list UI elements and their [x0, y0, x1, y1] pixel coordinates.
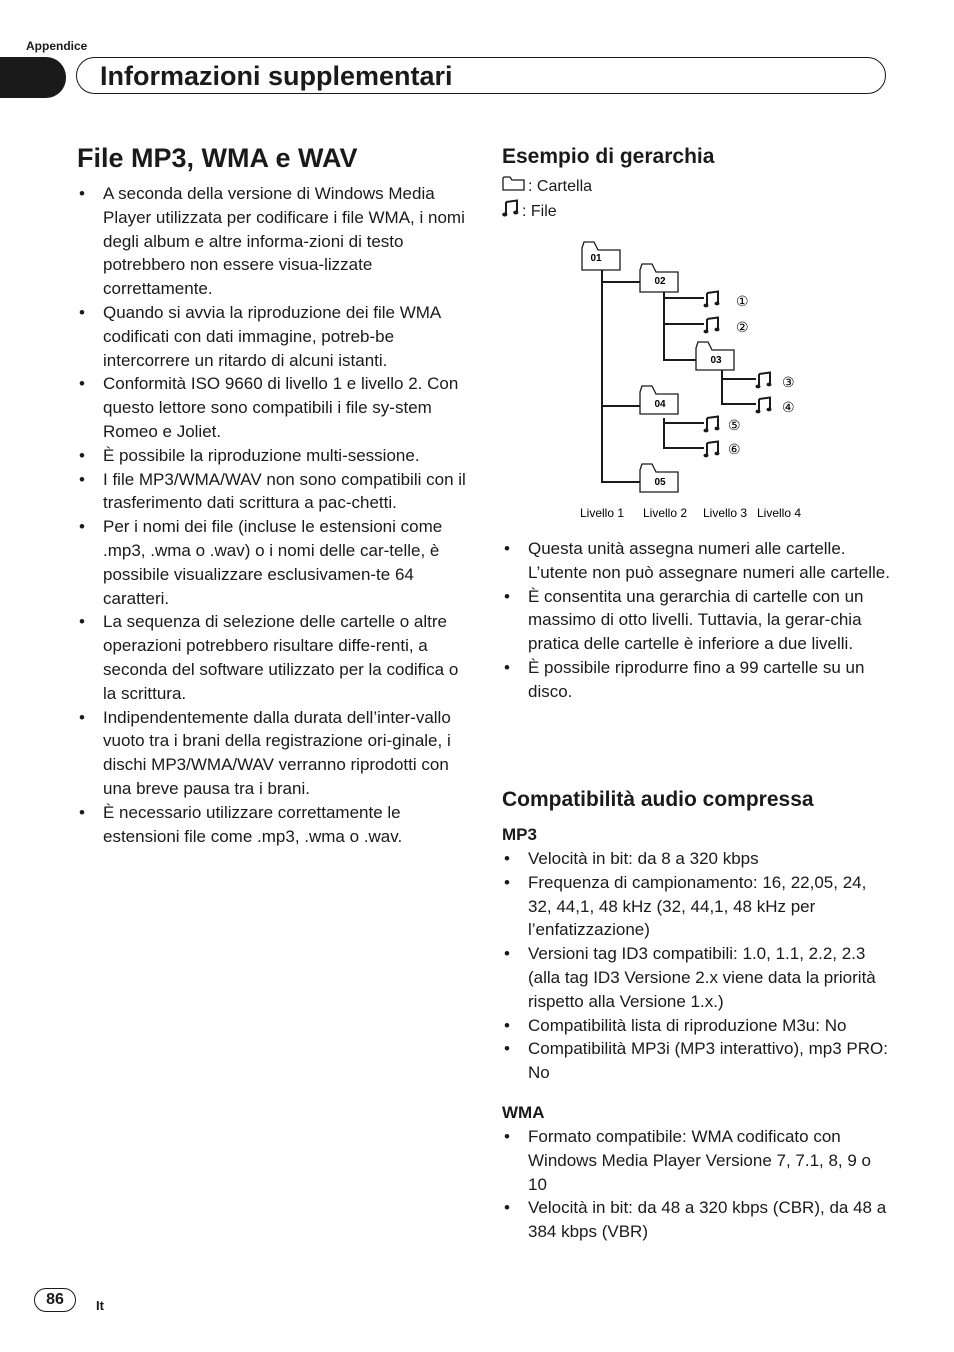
list-item: • È possibile la riproduzione multi-sessione. — [77, 444, 469, 468]
folder-label: 02 — [654, 276, 666, 287]
list-item: • Compatibilità lista di riproduzione M3u: No — [502, 1014, 890, 1038]
list-item: • È necessario utilizzare correttamente le estensioni file come .mp3, .wma o .wav. — [77, 801, 469, 849]
list-item: • Formato compatibile: WMA codificato con Windows Media Player Versione 7, 7.1, 8, 9 o 10 — [502, 1125, 890, 1196]
folder-icon — [502, 175, 528, 199]
music-note-icon — [704, 442, 720, 458]
page-number: 86 — [34, 1288, 76, 1312]
hierarchy-heading: Esempio di gerarchia — [502, 145, 715, 168]
hierarchy-notes-list — [502, 537, 890, 704]
folder-icon — [696, 342, 734, 370]
section-tab — [0, 57, 66, 98]
list-item: • Conformità ISO 9660 di livello 1 e livello 2. Con questo lettore sono compatibili i file sy-stem Romeo e Joliet. — [77, 372, 469, 443]
page-header-title: Informazioni supplementari — [100, 61, 453, 91]
level-label: Livello 2 — [643, 506, 688, 520]
level-label: Livello 1 — [580, 506, 625, 520]
list-item: • Frequenza di campionamento: 16, 22,05, 24, 32, 44,1, 48 kHz (32, 44,1, 48 kHz per l’enfatizzazione) — [502, 871, 890, 942]
file-number: ④ — [782, 399, 795, 415]
list-item: • I file MP3/WMA/WAV non sono compatibili con il trasferimento dati scrittura a pac-chetti. — [77, 468, 469, 516]
list-item: • La sequenza di selezione delle cartelle o altre operazioni potrebbero risultare diffe-renti, a seconda del software utilizzato per la codifica o la scrittura. — [77, 610, 469, 705]
list-item: • È possibile riprodurre fino a 99 cartelle su un disco. — [502, 656, 890, 704]
music-note-icon — [704, 417, 720, 433]
music-note-icon — [704, 318, 720, 334]
folder-label: 05 — [654, 477, 666, 488]
list-item: • Quando si avvia la riproduzione dei file WMA codificati con dati immagine, potreb-be intercorrere un ritardo di alcuni istanti. — [77, 301, 469, 372]
folder-icon — [582, 242, 620, 270]
file-number: ⑤ — [728, 417, 741, 433]
legend-file — [502, 199, 557, 225]
level-label: Livello 3 — [703, 506, 748, 520]
file-number: ① — [736, 293, 749, 309]
list-item: • È consentita una gerarchia di cartelle con un massimo di otto livelli. Tuttavia, la gerar-chia pratica delle cartelle è inferiore a due livelli. — [502, 585, 890, 656]
list-item: • Questa unità assegna numeri alle cartelle. L’utente non può assegnare numeri alle cartelle. — [502, 537, 890, 585]
list-item: • Compatibilità MP3i (MP3 interattivo), mp3 PRO: No — [502, 1037, 890, 1085]
wma-specs-list — [502, 1125, 890, 1244]
wma-heading: WMA — [502, 1103, 545, 1122]
mp3-heading: MP3 — [502, 825, 537, 844]
list-item: • Per i nomi dei file (incluse le estensioni come .mp3, .wma o .wav) o i nomi delle car-telle, è possibile visualizzare esclusivamen-te 64 caratteri. — [77, 515, 469, 610]
mp3-specs-list — [502, 847, 890, 1085]
legend-folder-label: : Cartella — [528, 178, 593, 195]
list-item: • A seconda della versione di Windows Media Player utilizzata per codificare i file WMA, i nomi degli album e altre informa-zioni di testo potrebbero non essere visua-lizzate correttamente. — [77, 182, 469, 301]
folder-label: 04 — [654, 399, 666, 410]
legend-folder — [502, 175, 592, 199]
language-code: It — [96, 1298, 104, 1313]
music-note-icon — [756, 398, 772, 414]
legend-file-label: : File — [522, 203, 557, 220]
music-note-icon — [502, 199, 522, 225]
section-title: File MP3, WMA e WAV — [77, 143, 358, 173]
folder-label: 01 — [590, 253, 602, 264]
section-label: Appendice — [26, 39, 88, 53]
file-number: ⑥ — [728, 441, 741, 457]
mp3-wma-wav-notes-list — [77, 182, 469, 848]
folder-icon — [640, 264, 678, 292]
level-label: Livello 4 — [757, 506, 802, 520]
file-number: ② — [736, 319, 749, 335]
compat-heading: Compatibilità audio compressa — [502, 788, 814, 811]
music-note-icon — [704, 292, 720, 308]
music-note-icon — [756, 373, 772, 389]
folder-icon — [640, 464, 678, 492]
folder-label: 03 — [710, 355, 722, 366]
list-item: • Velocità in bit: da 48 a 320 kbps (CBR), da 48 a 384 kbps (VBR) — [502, 1196, 890, 1244]
file-number: ③ — [782, 374, 795, 390]
list-item: • Versioni tag ID3 compatibili: 1.0, 1.1, 2.2, 2.3 (alla tag ID3 Versione 2.x viene data la priorità rispetto alla Versione 1.x.) — [502, 942, 890, 1013]
list-item: • Velocità in bit: da 8 a 320 kbps — [502, 847, 890, 871]
list-item: • Indipendentemente dalla durata dell’inter-vallo vuoto tra i brani della registrazione ori-ginale, i dischi MP3/WMA/WAV verranno riprodotti con una breve pausa tra i brani. — [77, 706, 469, 801]
folder-hierarchy-diagram — [576, 236, 816, 526]
folder-icon — [640, 386, 678, 414]
